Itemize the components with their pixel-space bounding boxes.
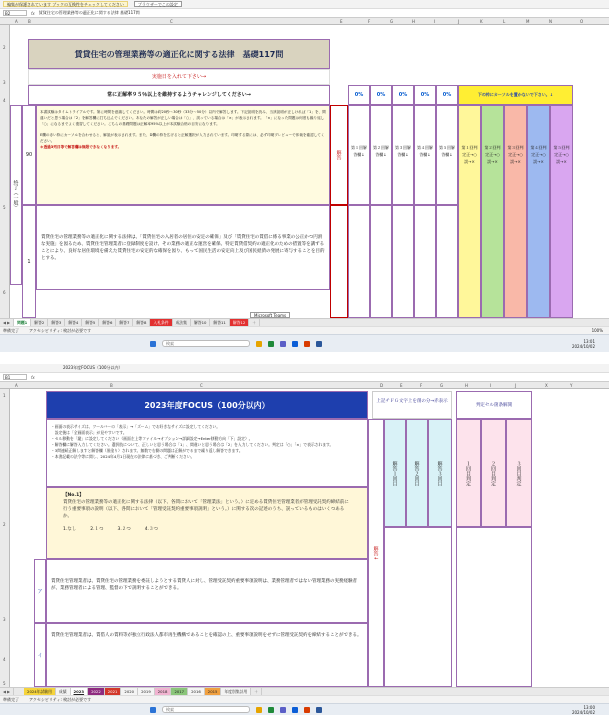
tab2-5[interactable]: 2020 bbox=[121, 688, 138, 695]
clock[interactable] bbox=[572, 339, 595, 349]
status-ready-2: 準備完了 bbox=[3, 696, 19, 702]
row-2[interactable]: 2 bbox=[3, 45, 6, 50]
tab-8[interactable]: 入札条件 bbox=[150, 319, 172, 326]
intro-line-4: ・解答欄に解答入力してください。選択肢について、正しいと思う場合は「1」、間違いと思う場合は「2」を入力してください。判定は「○」「×」で表示されます。 bbox=[51, 442, 334, 447]
answer-round-1: 解答１回目 bbox=[384, 419, 406, 527]
col-M[interactable]: M bbox=[526, 19, 530, 24]
clock-date: 2024/10/02 bbox=[571, 343, 595, 349]
answer-col-5: 第５回解答欄↓ bbox=[436, 105, 458, 205]
intro-line-2: 設定後は「全画面表示」が見やすいです。 bbox=[51, 430, 127, 435]
judge-col-4: 第４回判定正→○誤→× bbox=[527, 105, 550, 318]
label-b: イ bbox=[34, 623, 46, 687]
tab-0[interactable]: 問題1 bbox=[14, 319, 31, 326]
option-4: 4.３つ bbox=[144, 527, 158, 532]
col2-A[interactable]: A bbox=[15, 383, 18, 388]
row-5[interactable]: 5 bbox=[3, 205, 6, 210]
excel-icon-2[interactable] bbox=[268, 707, 274, 713]
option-2: 2.１つ bbox=[90, 527, 104, 532]
sheet-title-2[interactable]: 2023年度FOCUS（100分以内） bbox=[46, 391, 368, 419]
powerpoint-icon-2[interactable] bbox=[304, 707, 310, 713]
tab2-9[interactable]: 2016 bbox=[188, 688, 205, 695]
add-sheet-icon[interactable]: ＋ bbox=[249, 319, 260, 326]
side-label: 終了（一般） bbox=[10, 105, 22, 285]
add-sheet-icon-2[interactable]: ＋ bbox=[251, 688, 262, 695]
judge-col-2: 第２回判定正→○誤→× bbox=[481, 105, 504, 318]
intro-box[interactable] bbox=[46, 419, 368, 487]
tab2-4[interactable]: 2021 bbox=[105, 688, 122, 695]
answer-entry-area[interactable] bbox=[384, 527, 452, 687]
windows-start-icon-2[interactable] bbox=[150, 707, 156, 713]
windows-start-icon[interactable] bbox=[150, 341, 156, 347]
answer-cell-1[interactable] bbox=[348, 205, 370, 318]
taskbar-2 bbox=[0, 703, 609, 715]
tab2-2[interactable]: 2023 bbox=[71, 688, 89, 695]
question-options bbox=[63, 526, 351, 533]
row2-3[interactable]: 3 bbox=[3, 617, 6, 622]
col-F[interactable]: F bbox=[368, 19, 371, 24]
status-ready: 準備完了 bbox=[3, 327, 19, 333]
tab2-8[interactable]: 2017 bbox=[171, 688, 188, 695]
col-G[interactable]: G bbox=[390, 19, 394, 24]
sheet-tabs-2: ◀ ▶ 2024年試験用 成績 2023 2022 2021 2020 2019 2018 2017 2016 2015 年度別集計用 ＋ bbox=[0, 687, 609, 695]
status-accessibility-2[interactable]: アクセシビリティ: 検討が必要です bbox=[29, 696, 92, 702]
date-prompt[interactable]: 実施日を入れて下さい→ bbox=[28, 69, 330, 85]
percent-5: 0% bbox=[436, 85, 458, 105]
row2-2[interactable]: 2 bbox=[3, 522, 6, 527]
col2-H[interactable]: H bbox=[465, 383, 469, 388]
tab2-6[interactable]: 2019 bbox=[138, 688, 155, 695]
clock-date-2: 2024/10/02 bbox=[571, 709, 595, 715]
judge-col-1: 第１回判定正→○誤→× bbox=[458, 105, 481, 318]
judge-col-3: 第３回判定正→○誤→× bbox=[504, 105, 527, 318]
answer-cell-4[interactable] bbox=[414, 205, 436, 318]
judge-result-area bbox=[456, 527, 532, 687]
question-title: 【No.1】 bbox=[63, 493, 84, 498]
intro-line-1: ・画面の表示サイズは、ツールバーの「表示」→「ズーム」でお好きなサイズに設定してください。 bbox=[51, 424, 221, 429]
goal-text[interactable]: 常に正解率９５％以上を維持するようチャレンジしてください→ bbox=[28, 85, 330, 105]
tab-6[interactable]: 解答7 bbox=[116, 319, 133, 326]
row-6[interactable]: 6 bbox=[3, 290, 6, 295]
col2-G[interactable]: G bbox=[440, 383, 444, 388]
status-accessibility[interactable]: アクセシビリティ: 検討が必要です bbox=[29, 327, 92, 333]
tab2-3[interactable]: 2022 bbox=[88, 688, 105, 695]
answer-col-2: 第２回解答欄↓ bbox=[370, 105, 392, 205]
tab-12[interactable]: 解答12 bbox=[230, 319, 249, 326]
instruction-note[interactable] bbox=[36, 105, 330, 205]
col2-F[interactable]: F bbox=[420, 383, 423, 388]
percent-2: 0% bbox=[370, 85, 392, 105]
answer-cell-3[interactable] bbox=[392, 205, 414, 318]
window-title: 2023年度FOCUS（100分以内） bbox=[63, 365, 123, 370]
judge-round-1: １回目判定 bbox=[456, 419, 481, 527]
tab-2[interactable]: 解答3 bbox=[48, 319, 65, 326]
col2-J[interactable]: J bbox=[515, 383, 517, 388]
taskbar-search-2[interactable]: 検索 bbox=[162, 706, 250, 713]
col2-B[interactable]: B bbox=[110, 383, 113, 388]
tooltip: Microsoft Teams bbox=[250, 312, 290, 318]
answer-label[interactable]: 解答↓ bbox=[368, 419, 384, 687]
separator bbox=[0, 352, 609, 364]
answer-col-3: 第３回解答欄↓ bbox=[392, 105, 414, 205]
answer-col-4: 第４回解答欄↓ bbox=[414, 105, 436, 205]
statement-a[interactable]: 賃貸住宅管理業者は、賃貸住宅の管理業務を委託しようとする賃貸人に対し、管理受託契約重要事項説明は、業務管理者ではない管理業務の実務経験者が、業務管理者による管理、監督の下で説明することができる。 bbox=[46, 559, 368, 623]
col-L[interactable]: L bbox=[503, 19, 506, 24]
row-header-bar-2 bbox=[0, 389, 10, 687]
status-bar-2 bbox=[0, 695, 609, 703]
question-text[interactable]: 賃貸住宅の管理業務等の適正化に関する法律は、「賃貸住宅の入居者の居住の安定の確保」及び「賃貸住宅の賃借に係る事業の公正かつ円滑な実施」を図るため、賃貸住宅管理業者に登録制度を設け、その業務の適正な運営を確保、特定賃貸借契約の適正化のための措置等を講ずることにより、良好な居住環境を備えた賃貸住宅の安定的な確保を図り、もって国民生活の安定向上及び国民経済の発展に寄与することを目的とする。 bbox=[36, 205, 330, 290]
question-body: 賃貸住宅の管理業務等の適正化に関する法律（以下、各問において「管理業法」という。）に定める賃貸住宅管理業者が管理受託契約締結前に行う重要事項の説明（以下、各問において「管理受託契約重要事項説明」という。）に関する次の記述のうち、誤っているものはいくつあるか。 bbox=[63, 500, 349, 519]
answer-cell-5[interactable] bbox=[436, 205, 458, 318]
row-header-bar bbox=[0, 25, 10, 318]
tab2-10[interactable]: 2015 bbox=[205, 688, 222, 695]
row-3[interactable]: 3 bbox=[3, 80, 6, 85]
col2-D[interactable]: D bbox=[380, 383, 384, 388]
tab-4[interactable]: 解答5 bbox=[82, 319, 99, 326]
answer-round-3: 解答３回目 bbox=[428, 419, 452, 527]
tab-1[interactable]: 解答2 bbox=[31, 319, 48, 326]
sheet-grid bbox=[10, 25, 609, 318]
sheet-tabs: ◀ ▶ 問題1 解答2 解答3 解答4 解答5 解答6 解答7 解答8 入札条件 成法集 解答10 解答11 解答12 ＋ bbox=[0, 318, 609, 326]
excel-window-bottom bbox=[0, 364, 609, 715]
formula-bar-2 bbox=[0, 373, 609, 382]
protected-view-bar bbox=[0, 0, 609, 9]
answer-mark-header[interactable]: 解答 bbox=[330, 105, 348, 205]
right-header: 上記チＦＧ文字上を削の分→赤表示 bbox=[372, 391, 452, 419]
folder-icon-2[interactable] bbox=[256, 707, 262, 713]
name-box-2[interactable]: B1 bbox=[3, 374, 27, 380]
judge-round-3: ３回目判定 bbox=[506, 419, 532, 527]
intro-line-5: ・3問連続正解しますと解答欄（黒塗り）されます。無数で右側の問題は正解がでるまで繰り返し解答できます。 bbox=[51, 448, 243, 453]
name-box[interactable]: B2 bbox=[3, 10, 27, 16]
edge-icon[interactable] bbox=[292, 341, 298, 347]
row2-5[interactable]: 5 bbox=[3, 681, 6, 686]
percent-4: 0% bbox=[414, 85, 436, 105]
excel-window-top bbox=[0, 0, 609, 352]
word-icon[interactable] bbox=[316, 341, 322, 347]
judge-round-2: ２回目判定 bbox=[481, 419, 506, 527]
powerpoint-icon[interactable] bbox=[304, 341, 310, 347]
tab-5[interactable]: 解答6 bbox=[99, 319, 116, 326]
question-number: 1 bbox=[22, 205, 36, 318]
col-I[interactable]: I bbox=[434, 19, 436, 24]
judge-header: 判定セル箇条解開 bbox=[456, 391, 532, 419]
column-header-bar-2 bbox=[0, 382, 609, 389]
formula-input[interactable]: 賃貸住宅の管理業務等の適正化に関する法律 基礎117問 bbox=[38, 10, 140, 15]
teams-icon-2[interactable] bbox=[280, 707, 286, 713]
clock-2[interactable] bbox=[572, 705, 595, 715]
row2-1[interactable]: 1 bbox=[3, 393, 6, 398]
tab2-1[interactable]: 成績 bbox=[56, 688, 71, 695]
col-B[interactable]: B bbox=[28, 19, 31, 24]
excel-icon[interactable] bbox=[268, 341, 274, 347]
formula-bar bbox=[0, 9, 609, 18]
option-3: 3.２つ bbox=[117, 527, 131, 532]
col-O[interactable]: O bbox=[580, 19, 584, 24]
fx-icon[interactable]: fx bbox=[31, 10, 35, 16]
col2-Y[interactable]: Y bbox=[570, 383, 573, 388]
zoom-level[interactable]: 100% bbox=[591, 328, 603, 333]
tab2-11[interactable]: 年度別集計用 bbox=[221, 688, 251, 695]
word-icon-2[interactable] bbox=[316, 707, 322, 713]
statement-b[interactable]: 賃貸住宅管理業者は、賃借人の賃料等が独立行政法人都市再生機構であることを確認の上、重要事項説明をせずに管理受託契約を締結することができる。 bbox=[46, 623, 368, 687]
col2-I[interactable]: I bbox=[490, 383, 492, 388]
label-a: ア bbox=[34, 559, 46, 623]
tab-3[interactable]: 解答4 bbox=[65, 319, 82, 326]
row-4[interactable]: 4 bbox=[3, 98, 6, 103]
teams-icon[interactable] bbox=[280, 341, 286, 347]
intro-line-3: ・セル移動を「縦」に設定してください（画面左上等ファイル→オプション→詳細設定→Enter移動方向「下」設定）。 bbox=[51, 436, 253, 441]
window-titlebar bbox=[0, 364, 609, 373]
tab-7[interactable]: 解答8 bbox=[133, 319, 150, 326]
note-line-2: E欄の赤い枠にカーソルを合わせると、解説が表示されます。また、D欄の枠を広げると正解選択が入力されています。印刷する際には、必ず印刷プレビューで体裁を確認してください。 bbox=[40, 133, 325, 143]
note-line-3: ＊透過3列目等で解答欄は無限できなくなります。 bbox=[40, 145, 122, 149]
tab2-7[interactable]: 2018 bbox=[155, 688, 172, 695]
column-header-bar bbox=[0, 18, 609, 25]
col-H[interactable]: H bbox=[412, 19, 416, 24]
option-1: 1.なし bbox=[63, 527, 77, 532]
judge-col-5: 第５回判定正→○誤→× bbox=[550, 105, 573, 318]
status-bar bbox=[0, 326, 609, 334]
tab2-0[interactable]: 2024年試験用 bbox=[24, 688, 56, 695]
folder-icon[interactable] bbox=[256, 341, 262, 347]
col2-E[interactable]: E bbox=[400, 383, 403, 388]
edge-icon-2[interactable] bbox=[292, 707, 298, 713]
percent-1: 0% bbox=[348, 85, 370, 105]
fx-icon-2[interactable]: fx bbox=[31, 374, 35, 380]
col2-C[interactable]: C bbox=[200, 383, 203, 388]
col-N[interactable]: N bbox=[549, 19, 552, 24]
col-J[interactable]: J bbox=[458, 19, 460, 24]
col-C[interactable]: C bbox=[170, 19, 173, 24]
taskbar bbox=[0, 334, 609, 352]
tab-11[interactable]: 解答11 bbox=[210, 319, 229, 326]
col2-X[interactable]: X bbox=[545, 383, 548, 388]
note-line-1: 本書試験はタイムトライアルです。第に時間を意識してください。時間は約20秒〜30秒（33分〜50分）以内で解答します。下記説明を読み、当該説明が正しければ「1」を、間違いだと思う場合は「2」を解答欄に打ち込んでください。あなたの解答が正しい場合は「○」、誤っている場合は「×」が表示されます。「×」になった問題は何度も繰り返し「○」になるまでよく復習してください。こちらの基礎問題は正解率95%以上が本試験合格の目安になります。 bbox=[40, 110, 326, 126]
clock-time-2: 13:00 bbox=[583, 704, 595, 710]
col-E[interactable]: E bbox=[340, 19, 343, 24]
percent-3: 0% bbox=[392, 85, 414, 105]
col-A[interactable]: A bbox=[15, 19, 18, 24]
answer-round-2: 解答２回目 bbox=[406, 419, 428, 527]
row-number: 90 bbox=[22, 105, 36, 205]
sheet-grid-2 bbox=[10, 389, 609, 687]
answer-mark-cell[interactable] bbox=[330, 205, 348, 318]
row2-4[interactable]: 4 bbox=[3, 657, 6, 662]
tab-10[interactable]: 解答10 bbox=[191, 319, 210, 326]
answer-col-1: 第１回解答欄↓ bbox=[348, 105, 370, 205]
cursor-note: 下の枠にカーソルを置かないで下さい。↓ bbox=[458, 85, 573, 105]
intro-line-6: ・本書記載の法令等に関し、2024年4月1日現在の法律に基づき、ご判断ください。 bbox=[51, 454, 195, 459]
enable-editing-button[interactable]: ブラウザーでこの設定 bbox=[134, 1, 182, 7]
question-box[interactable] bbox=[46, 487, 368, 559]
tab-9[interactable]: 成法集 bbox=[173, 319, 191, 326]
sheet-title[interactable]: 賃貸住宅の管理業務等の適正化に関する法律 基礎117問 bbox=[28, 39, 330, 69]
col-K[interactable]: K bbox=[480, 19, 483, 24]
protected-warning: 編集が保護されています ブックの互換性をチェックしてください bbox=[3, 1, 128, 7]
clock-time: 13:01 bbox=[583, 338, 595, 344]
answer-cell-2[interactable] bbox=[370, 205, 392, 318]
taskbar-search[interactable]: 検索 bbox=[162, 340, 250, 347]
